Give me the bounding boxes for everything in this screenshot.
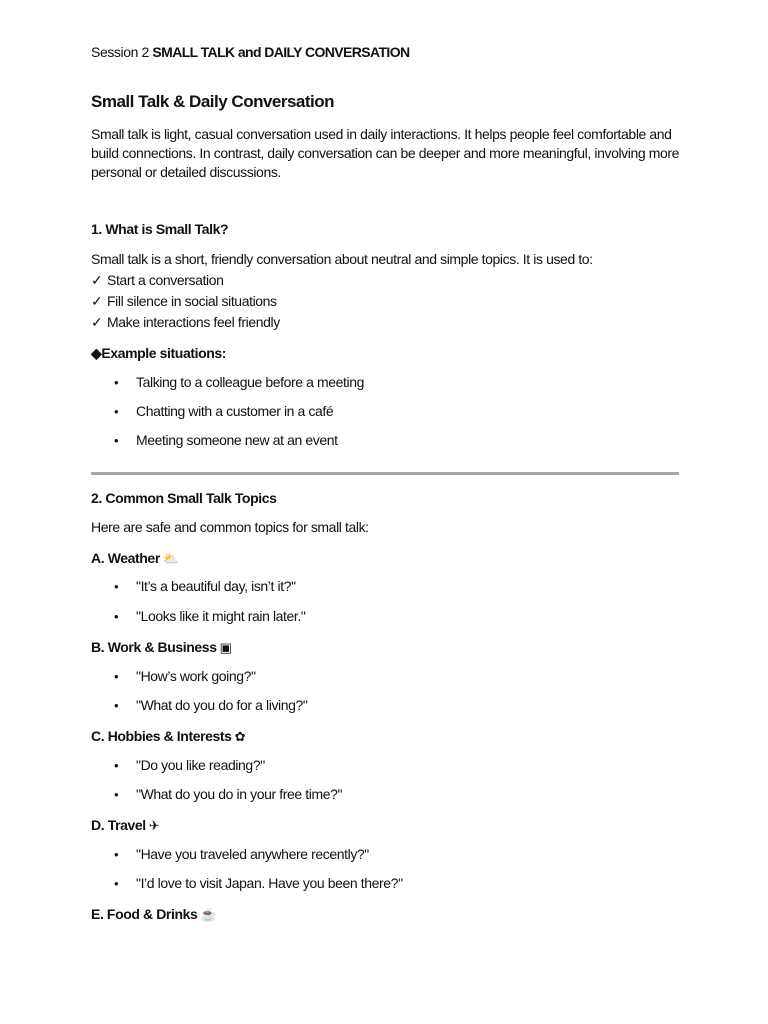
bullet-icon: •	[114, 847, 119, 862]
bullet-icon: •	[114, 609, 119, 624]
use-item-label: Make interactions feel friendly	[107, 314, 280, 330]
list-item	[114, 432, 338, 448]
section2-heading: 2. Common Small Talk Topics	[91, 490, 277, 506]
airplane-icon: ✈	[148, 818, 160, 833]
session-title: SMALL TALK and DAILY CONVERSATION	[152, 44, 410, 60]
section-divider	[91, 472, 679, 475]
session-number: Session 2	[91, 44, 149, 60]
section2-text: Here are safe and common topics for small talk:	[91, 519, 369, 535]
diamond-icon: ◆	[91, 345, 102, 361]
topic-heading-travel	[91, 817, 159, 834]
section1-heading: 1. What is Small Talk?	[91, 221, 229, 237]
list-item-text: Chatting with a customer in a café	[136, 403, 334, 419]
list-item	[114, 608, 305, 624]
bullet-icon: •	[114, 579, 119, 594]
palette-icon: ✿	[234, 729, 246, 744]
food-icon: ☕	[200, 907, 217, 922]
list-item	[114, 757, 265, 773]
list-item	[114, 578, 296, 594]
list-item-text: "It’s a beautiful day, isn’t it?"	[136, 578, 296, 594]
topic-label: D. Travel	[91, 817, 146, 833]
list-item-text: Meeting someone new at an event	[136, 432, 338, 448]
bullet-icon: •	[114, 698, 119, 713]
intro-line: personal or detailed discussions.	[91, 164, 281, 180]
page-title: Small Talk & Daily Conversation	[91, 92, 335, 111]
bullet-icon: •	[114, 758, 119, 773]
briefcase-icon: ▣	[219, 640, 232, 655]
list-item	[114, 875, 403, 891]
bullet-icon: •	[114, 375, 119, 390]
list-item-text: "Looks like it might rain later."	[136, 608, 306, 624]
list-item-text: "Have you traveled anywhere recently?"	[136, 846, 369, 862]
list-item-text: "What do you do for a living?"	[136, 697, 308, 713]
use-item	[91, 272, 224, 289]
topic-label: A. Weather	[91, 550, 160, 566]
examples-heading-label: Example situations:	[101, 345, 227, 361]
cloud-sun-icon: ⛅	[162, 551, 179, 566]
topic-heading-work	[91, 639, 231, 656]
bullet-icon: •	[114, 787, 119, 802]
topic-label: B. Work & Business	[91, 639, 217, 655]
topic-heading-weather	[91, 550, 179, 567]
list-item-text: "Do you like reading?"	[136, 757, 265, 773]
intro-line: Small talk is light, casual conversation used in daily interactions. It helps people feel comfortable and	[91, 126, 672, 142]
use-item-label: Start a conversation	[107, 272, 224, 288]
bullet-icon: •	[114, 876, 119, 891]
list-item	[114, 668, 256, 684]
examples-heading	[91, 345, 226, 362]
checkmark-icon: ✓	[91, 293, 103, 309]
list-item-text: "How’s work going?"	[136, 668, 256, 684]
list-item	[114, 786, 342, 802]
use-item	[91, 314, 280, 331]
checkmark-icon: ✓	[91, 314, 103, 330]
topic-heading-hobbies	[91, 728, 245, 745]
topic-label: E. Food & Drinks	[91, 906, 198, 922]
intro-paragraph	[91, 125, 691, 182]
bullet-icon: •	[114, 404, 119, 419]
topic-label: C. Hobbies & Interests	[91, 728, 232, 744]
bullet-icon: •	[114, 433, 119, 448]
list-item-text: "What do you do in your free time?"	[136, 786, 343, 802]
checkmark-icon: ✓	[91, 272, 103, 288]
list-item	[114, 846, 369, 862]
intro-line: build connections. In contrast, daily conversation can be deeper and more meaningful, involving more	[91, 145, 680, 161]
list-item	[114, 374, 364, 390]
session-header	[91, 44, 410, 60]
list-item	[114, 697, 307, 713]
topic-heading-food	[91, 906, 216, 923]
section1-text: Small talk is a short, friendly conversation about neutral and simple topics. It is used to:	[91, 251, 593, 267]
list-item-text: "I’d love to visit Japan. Have you been there?"	[136, 875, 403, 891]
list-item	[114, 403, 333, 419]
use-item	[91, 293, 277, 310]
use-item-label: Fill silence in social situations	[107, 293, 277, 309]
list-item-text: Talking to a colleague before a meeting	[136, 374, 365, 390]
bullet-icon: •	[114, 669, 119, 684]
